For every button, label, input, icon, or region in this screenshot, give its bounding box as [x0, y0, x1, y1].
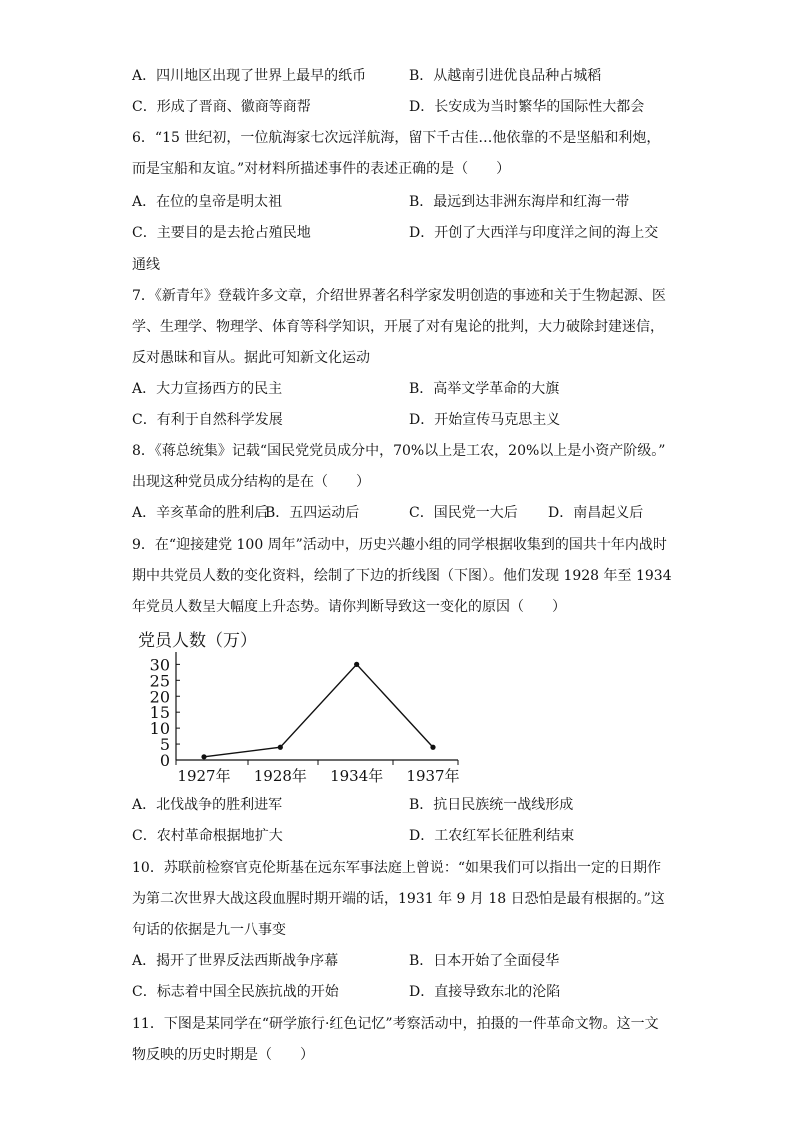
q7-stem-line-2: 学、生理学、物理学、体育等科学知识，开展了对有鬼论的批判，大力破除封建迷信， — [132, 319, 664, 335]
q10-stem-line-2: 为第二次世界大战这段血腥时期开端的话，1931 年 9 月 18 日恐怕是最有根据的。”这 — [132, 891, 665, 907]
q6-option-d-continued: 通线 — [132, 257, 160, 273]
data-point — [278, 745, 283, 750]
y-tick-label: 5 — [159, 735, 170, 755]
chart-x-ticks — [176, 760, 460, 785]
q10-stem-line-1: 10．苏联前检察官克伦斯基在远东军事法庭上曾说：“如果我们可以指出一定的日期作 — [132, 860, 661, 876]
q6-stem-line-2: 而是宝船和友谊。”对材料所描述事件的表述正确的是（ ） — [132, 161, 511, 177]
q7-option-b[interactable]: B．高举文学革命的大旗 — [409, 381, 560, 397]
q7-option-c[interactable]: C．有利于自然科学发展 — [132, 412, 283, 428]
y-tick-label: 0 — [159, 751, 170, 770]
q10-stem-line-3: 句话的依据是九一八事变 — [132, 922, 286, 938]
q6-stem-line-1: 6．“15 世纪初，一位航海家七次远洋航海，留下千古佳…他依靠的不是坚船和利炮， — [132, 130, 661, 146]
q7-option-a[interactable]: A．大力宣扬西方的民主 — [132, 381, 283, 397]
data-point — [430, 745, 435, 750]
y-tick-label: 30 — [149, 655, 170, 675]
q6-option-d[interactable]: D．开创了大西洋与印度洋之间的海上交 — [409, 225, 659, 241]
q10-option-d[interactable]: D．直接导致东北的沦陷 — [409, 984, 561, 1000]
series-line — [204, 664, 433, 756]
x-tick-label: 1928年 — [253, 767, 307, 785]
q5-option-c[interactable]: C．形成了晋商、徽商等商帮 — [132, 99, 311, 115]
chart-series — [201, 662, 435, 760]
y-tick-label: 20 — [149, 687, 170, 707]
y-tick-label: 25 — [149, 671, 170, 691]
q9-option-c[interactable]: C．农村革命根据地扩大 — [132, 828, 283, 844]
data-point — [354, 662, 359, 667]
q6-option-b[interactable]: B．最远到达非洲东海岸和红海一带 — [409, 194, 630, 210]
q5-option-b[interactable]: B．从越南引进优良品种占城稻 — [409, 68, 602, 84]
q8-option-d[interactable]: D．南昌起义后 — [548, 505, 644, 521]
x-tick-label: 1934年 — [330, 767, 384, 785]
chart-title: 党员人数（万） — [138, 631, 257, 651]
q8-stem-line-1: 8．《蒋总统集》记载“国民党党员成分中，70%以上是工农，20%以上是小资产阶级。” — [132, 443, 666, 459]
x-tick-label: 1937年 — [406, 767, 460, 785]
y-tick-label: 15 — [149, 703, 170, 723]
q8-stem-line-2: 出现这种党员成分结构的是在（ ） — [132, 474, 370, 490]
q9-stem-line-3: 年党员人数呈大幅度上升态势。请你判断导致这一变化的原因（ ） — [132, 599, 566, 615]
q8-option-b[interactable]: B．五四运动后 — [265, 505, 360, 521]
q9-stem-line-2: 期中共党员人数的变化资料，绘制了下边的折线图（下图）。他们发现 1928 年至 1934 — [132, 568, 672, 584]
y-tick-label: 10 — [149, 719, 170, 739]
q7-stem-line-1: 7．《新青年》登载许多文章，介绍世界著名科学家发明创造的事迹和关于生物起源、医 — [132, 288, 666, 304]
x-tick-label: 1927年 — [177, 767, 231, 785]
q9-stem-line-1: 9．在“迎接建党 100 周年”活动中，历史兴趣小组的同学根据收集到的国共十年内战时 — [132, 537, 667, 553]
q9-option-d[interactable]: D．工农红军长征胜利结束 — [409, 828, 575, 844]
q6-option-a[interactable]: A．在位的皇帝是明太祖 — [132, 194, 283, 210]
party-members-line-chart — [128, 626, 468, 786]
q7-option-d[interactable]: D．开始宣传马克思主义 — [409, 412, 561, 428]
chart-axes — [176, 652, 458, 760]
q6-option-c[interactable]: C．主要目的是去抢占殖民地 — [132, 225, 311, 241]
q7-stem-line-3: 反对愚昧和盲从。据此可知新文化运动 — [132, 350, 370, 366]
q9-option-b[interactable]: B．抗日民族统一战线形成 — [409, 797, 574, 813]
q10-option-b[interactable]: B．日本开始了全面侵华 — [409, 953, 560, 969]
q11-stem-line-1: 11．下图是某同学在“研学旅行·红色记忆”考察活动中，拍摄的一件革命文物。这一文 — [132, 1016, 659, 1032]
q10-option-c[interactable]: C．标志着中国全民族抗战的开始 — [132, 984, 339, 1000]
q11-stem-line-2: 物反映的历史时期是（ ） — [132, 1047, 314, 1063]
q5-option-d[interactable]: D．长安成为当时繁华的国际性大都会 — [409, 99, 645, 115]
q5-option-a[interactable]: A．四川地区出现了世界上最早的纸币 — [132, 68, 367, 84]
data-point — [201, 754, 206, 759]
q10-option-a[interactable]: A．揭开了世界反法西斯战争序幕 — [132, 953, 339, 969]
q9-option-a[interactable]: A．北伐战争的胜利进军 — [132, 797, 283, 813]
q8-option-a[interactable]: A．辛亥革命的胜利后 — [132, 505, 269, 521]
q8-option-c[interactable]: C．国民党一大后 — [409, 505, 518, 521]
